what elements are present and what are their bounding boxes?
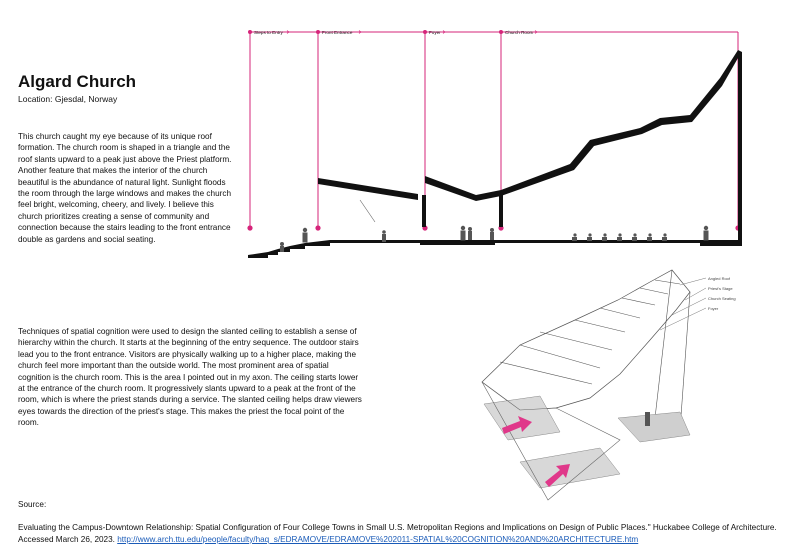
entrance-roof xyxy=(318,178,418,200)
axon-label-angled-roof: Angled Roof xyxy=(708,276,731,281)
axon-label-church-seating: Church Seating xyxy=(708,296,736,301)
label-foyer: Foyer xyxy=(429,30,441,35)
church-room-roof xyxy=(501,50,738,196)
foyer-column xyxy=(422,195,426,227)
citation-link[interactable]: http://www.arch.ttu.edu/people/faculty/haq_s/EDRAMOVE/EDRAMOVE%202011-SPATIAL%20COGNITION%20AND%20ARCHITECTURE.htm xyxy=(117,534,639,544)
axon-label-foyer: Foyer xyxy=(708,306,719,311)
axon-roof xyxy=(482,270,690,410)
section-guide-dots xyxy=(247,30,740,231)
axonometric-drawing xyxy=(482,270,736,500)
section-floor xyxy=(248,50,742,258)
people-silhouettes xyxy=(280,226,709,252)
spatial-cognition-paragraph: Techniques of spatial cognition were used to design the slanted ceiling to establish a sense of hierarchy within the church. It starts at the beginning of the entry sequence. The outdoor stairs lead you to the front entrance. Visitors are physically walking up to a higher place, making the church feel more important than the outside world. The most prominent area of spatial cognition is the church room. This is the area I pointed out in my axon. The ceiling starts lower at the entrance of the church room. It progressively slants upward to a peak at the front of the room, which is where the priest stands during a service. The slanted ceiling helps draw viewers eyes towards the direction of the priest's stage. This makes the priest the focal point of the room. xyxy=(18,327,362,428)
axon-floor-priest-stage xyxy=(618,412,690,442)
church-column xyxy=(499,192,503,227)
section-guide-lines xyxy=(250,32,738,228)
foyer-roof xyxy=(425,176,501,201)
label-front-entrance: Front Entrance xyxy=(322,30,353,35)
intro-paragraph: This church caught my eye because of its unique roof formation. The church room is shaped in a triangle and the roof slants upward to a peak just above the Priest platform. Another feature that makes the interior of the church beautiful is the abundance of natural light. Sunlight floods the room through the large windows and makes the church feel bright, welcoming, cheery, and lively. I believe this church prioritizes creating a sense of community and connection because the stairs leading to the front entrance double as gardens and social seating. xyxy=(18,132,232,244)
axon-label-priests-stage: Priest's Stage xyxy=(708,286,733,291)
citation-text: Evaluating the Campus-Downtown Relationship: Spatial Configuration of Four College Towns in Small U.S. Metropolitan Regions and Implications on Design of Public Places." Huckabee College of Architecture. Accessed March 26, 2023. xyxy=(18,523,777,544)
axon-priest-figure xyxy=(645,412,650,426)
location-text: Location: Gjesdal, Norway xyxy=(18,94,118,104)
source-label: Source: xyxy=(18,500,47,509)
label-church-room: Church Room xyxy=(505,30,534,35)
page-title: Algard Church xyxy=(18,72,137,91)
label-steps-to-entry: Steps to Entry xyxy=(254,30,283,35)
